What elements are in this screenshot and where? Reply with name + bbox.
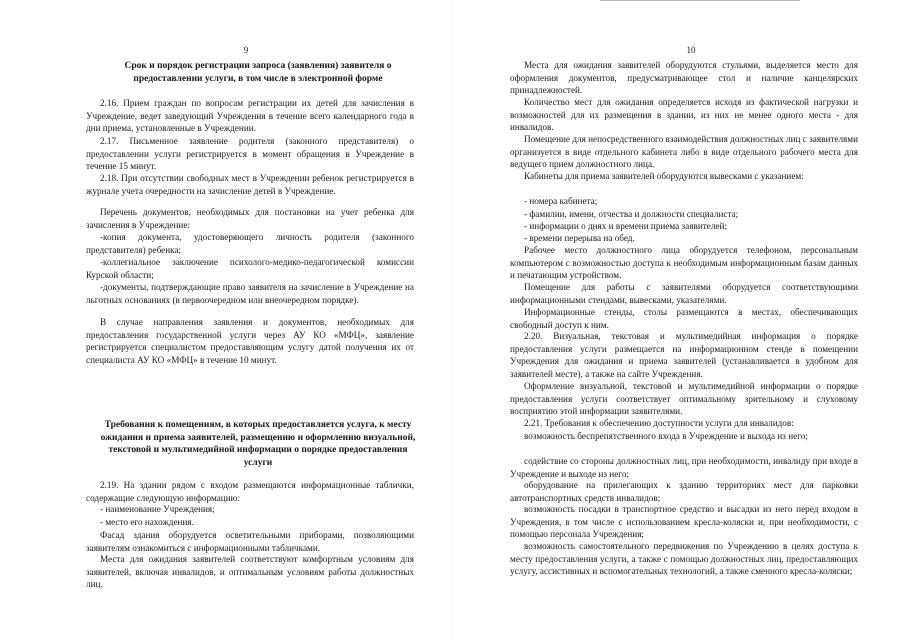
paragraph-waiting-equipment: Места для ожидания заявителей оборудуются стульями, выделяется место для оформления документов, предусматривающее стол и наличие канцелярских принадлежностей. bbox=[510, 60, 858, 95]
page-number: 9 bbox=[243, 45, 249, 55]
paragraph-work-room: Помещение для работы с заявителями оборудуется соответствующими информационными стендами, вывесками, указателями. bbox=[510, 282, 858, 305]
list-item-free-entry: возможность беспрепятственного входа в Учреждение и выхода из него; bbox=[524, 431, 808, 441]
list-item-reception-days: - информации о днях и времени приема заявителей; bbox=[524, 221, 727, 231]
paragraph-workplace-equipment: Рабочее место должностного лица оборудуется телефоном, персональным компьютером с возможностью доступа к необходимым информационным базам данных и печатающим устройством. bbox=[510, 245, 858, 280]
paragraph-2-21: 2.21. Требования к обеспечению доступности услуги для инвалидов: bbox=[524, 418, 794, 428]
list-item-specialist-name: - фамилии, имени, отчества и должности специалиста; bbox=[524, 209, 739, 219]
paragraph-interaction-room: Помещение для непосредственного взаимодействия должностных лиц с заявителями организуется в виде отдельного кабинета либо в виде отдельного рабочего места для ведущего прием должностного лица. bbox=[510, 134, 858, 169]
paragraph-facade: Фасад здания оборудуется осветительными приборами, позволяющими заявителям ознакомиться с информационными табличками. bbox=[86, 530, 414, 553]
page-number: 10 bbox=[686, 45, 696, 55]
paragraph-info-design: Оформление визуальной, текстовой и мультимедийной информации о порядке предоставления услуги соответствует оптимальному зрительному и слуховому восприятию этой информации заявителями. bbox=[510, 381, 858, 416]
list-item-staff-assistance: содействие со стороны должностных лиц, при необходимости, инвалиду при входе в Учреждение и выходе из него; bbox=[510, 456, 858, 479]
paragraph-mfc-registration: В случае направления заявления и документов, необходимых для предоставления государственной услуги через АУ КО «МФЦ», заявление регистрируется специалистом предоставляющим услугу датой получения их от специалиста АУ КО «МФЦ» в течение 10 минут. bbox=[86, 317, 414, 365]
paragraph-cabinet-signs: Кабинеты для приема заявителей оборудуются вывесками с указанием: bbox=[524, 171, 804, 181]
paragraph-2-17: 2.17. Письменное заявление родителя (законного представителя) о предоставлении услуги регистрируется в момент обращения в Учреждение в течение 15 минут. bbox=[86, 136, 414, 171]
list-item-vehicle-boarding: возможность посадки в транспортное средство и высадки из него перед входом в Учреждения, в том числе с использованием кресла-коляски и, при необходимости, с помощью персонала Учреждения; bbox=[510, 504, 858, 539]
paragraph-number-of-places: Количество мест для ожидания определяется исходя из фактической нагрузки и возможностей для их размещения в здании, из них не менее одного места - для инвалидов. bbox=[510, 97, 858, 132]
paragraph-2-19: 2.19. На здании рядом с входом размещаются информационные таблички, содержащие следующую информацию: bbox=[86, 480, 414, 503]
list-item-independent-movement: возможность самостоятельного передвижения по Учреждению в целях доступа к месту предоставления услуги, а также с помощью должностных лиц, предоставляющих услугу, ассистивных и вспомогательных технологий, а также сменного кресла-коляски; bbox=[510, 541, 858, 576]
paragraph-2-18: 2.18. При отсутствии свободных мест в Учреждении ребенок регистрируется в журнале учета очередности на зачисление детей в Учреждение. bbox=[86, 173, 414, 196]
list-item-commission-conclusion: -коллегиальное заключение психолого-медико-педагогической комиссии Курской области; bbox=[86, 257, 414, 280]
left-page bbox=[0, 0, 452, 640]
section-heading-premises: Требования к помещениям, в которых предоставляется услуга, к месту ожидания и приема заявителей, размещению и оформлению визуальной, текстовой и мультимедийной информации о порядке предоставления услуги bbox=[100, 420, 416, 468]
list-item-lunch-break: - времени перерыва на обед. bbox=[524, 233, 635, 243]
list-item-institution-name: - наименование Учреждения; bbox=[100, 504, 215, 514]
paragraph-info-stands: Информационные стенды, столы размещаются в местах, обеспечивающих свободный доступ к ним. bbox=[510, 307, 858, 330]
paragraph-waiting-places: Места для ожидания заявителей соответствуют комфортным условиям для заявителей, включая инвалидов, и оптимальным условиям работы должностных лиц. bbox=[86, 554, 414, 589]
right-page bbox=[452, 0, 905, 640]
list-item-cabinet-number: - номера кабинета; bbox=[524, 196, 598, 206]
paragraph-2-16: 2.16. Прием граждан по вопросам регистрации их детей для зачисления в Учреждение, ведет заведующий Учреждения в течение всего календарного года в дни приема, установленные в Учреждении. bbox=[86, 98, 414, 133]
list-item-benefit-documents: -документы, подтверждающие право заявителя на зачисление в Учреждение на льготных основаниях (в первоочередном или внеочередном порядке). bbox=[86, 282, 414, 305]
section-heading-registration: Срок и порядок регистрации запроса (заявления) заявителя о предоставлении услуги, в том числе в электронной форме bbox=[124, 61, 392, 84]
list-item-parking: оборудование на прилегающих к зданию территориях мест для парковки автотранспортных средств инвалидов; bbox=[510, 480, 858, 503]
list-item-identity-document: -копия документа, удостоверяющего личность родителя (законного представителя) ребенка; bbox=[86, 232, 414, 255]
list-item-location: - место его нахождения. bbox=[100, 517, 194, 527]
paragraph-documents-list-intro: Перечень документов, необходимых для постановки на учет ребенка для зачисления в Учреждение: bbox=[86, 207, 414, 230]
paragraph-2-20: 2.20. Визуальная, текстовая и мультимедийная информация о порядке предоставления услуги размещается на информационном стенде в помещении Учреждения для ожидания и приема заявителей (устанавливается в удобном для заявителей месте), а также на сайте Учреждения. bbox=[510, 331, 858, 379]
